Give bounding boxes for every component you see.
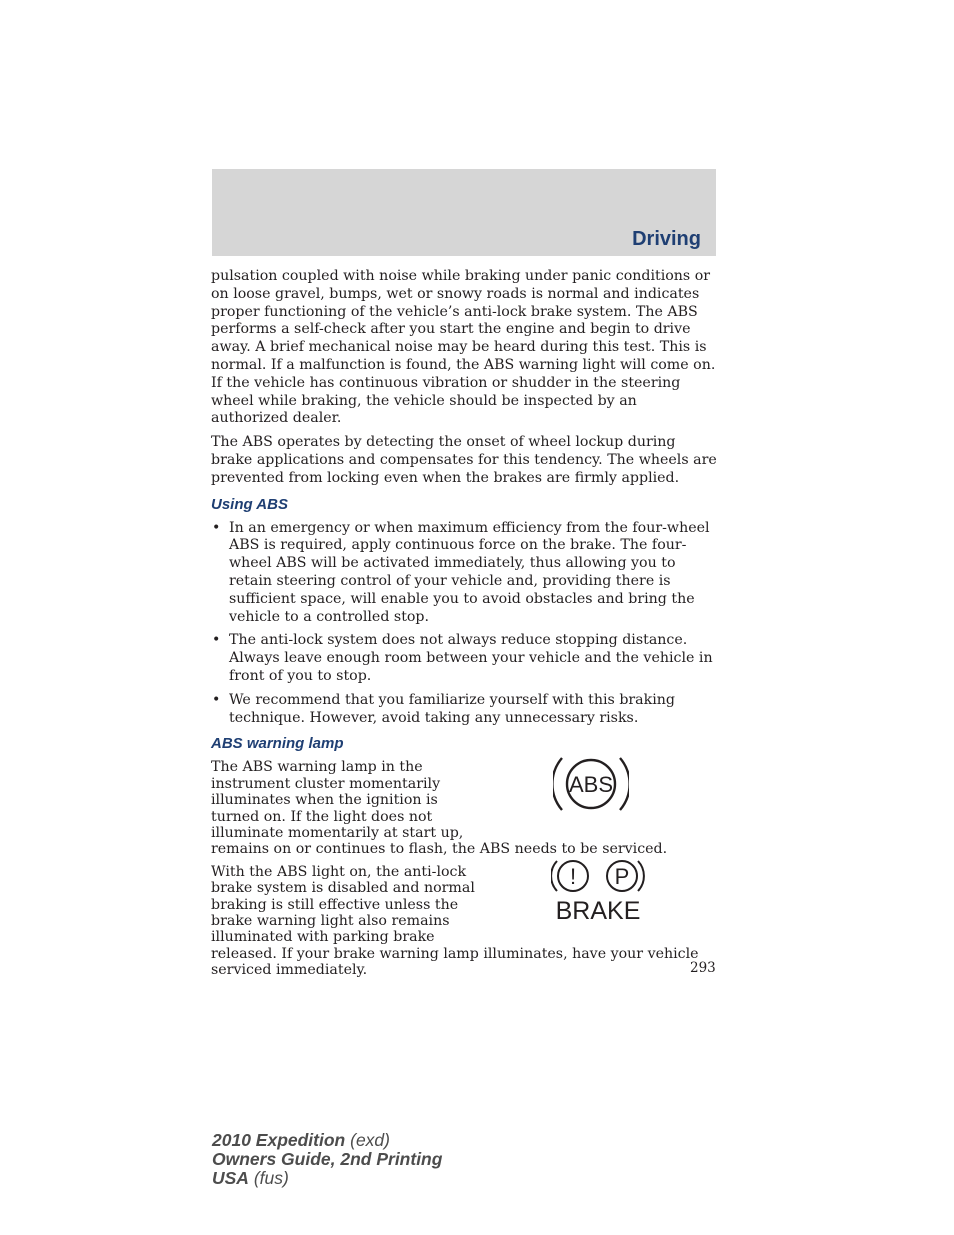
paragraph: The ABS operates by detecting the onset of wheel lockup during brake applications and compensates for this tendency. The wheels are prevented from locking even when the brakes are firmly applied.	[211, 434, 717, 486]
footer-region-code: (fus)	[248, 1168, 289, 1188]
brake-label: BRAKE	[555, 896, 641, 921]
bullet-list	[211, 520, 717, 728]
brake-lamp-description	[211, 864, 717, 979]
text-line: remains on or continues to flash, the ABS needs to be serviced.	[211, 841, 668, 858]
footer-line-2	[212, 1150, 442, 1169]
text-line: With the ABS light on, the anti-lock	[211, 863, 467, 880]
footer-line-3	[212, 1169, 442, 1188]
text-line: braking is still effective unless the	[211, 896, 459, 913]
page-content	[211, 268, 717, 985]
footer-line-1	[212, 1131, 442, 1150]
paragraph: pulsation coupled with noise while braking under panic conditions or on loose gravel, bumps, wet or snowy roads is normal and indicates proper functioning of the vehicle’s anti-lock brake system. The ABS performs a self-check after you start the engine and begin to drive away. A brief mechanical noise may be heard during this test. This is normal. If a malfunction is found, the ABS warning light will come on. If the vehicle has continuous vibration or shudder in the steering wheel while braking, the vehicle should be inspected by an authorized dealer.	[211, 268, 716, 427]
text-line: illuminate momentarily at start up,	[211, 824, 464, 841]
section-title: Driving	[632, 228, 701, 250]
footer-model-code: (exd)	[345, 1130, 390, 1150]
text-line: illuminated with parking brake	[211, 929, 435, 946]
page-number: 293	[690, 960, 716, 976]
footer-model: 2010 Expedition	[212, 1130, 346, 1150]
abs-warning-icon	[553, 753, 629, 815]
subheading-using-abs: Using ABS	[211, 495, 288, 513]
brake-warning-icon	[551, 857, 647, 921]
text-line: illuminates when the ignition is	[211, 792, 438, 809]
exclamation-icon: !	[569, 863, 577, 889]
text-line: turned on. If the light does not	[211, 808, 433, 825]
footer-info	[212, 1131, 442, 1188]
section-header-band	[212, 169, 716, 256]
parking-p-icon: P	[614, 863, 630, 889]
text-line: serviced immediately.	[211, 962, 368, 979]
text-line: brake warning light also remains	[211, 912, 450, 929]
list-item: • We recommend that you familiarize yourself with this braking technique. However, avoid taking any unnecessary risks.	[211, 692, 717, 728]
text-line: released. If your brake warning lamp illuminates, have your vehicle	[211, 945, 699, 962]
text-line: brake system is disabled and normal	[211, 880, 475, 897]
list-item: • The anti-lock system does not always reduce stopping distance. Always leave enough room between your vehicle and the vehicle in front of you to stop.	[211, 632, 717, 685]
subheading-abs-warning-lamp: ABS warning lamp	[211, 735, 344, 753]
abs-lamp-description	[211, 759, 717, 857]
list-item: • In an emergency or when maximum efficiency from the four-wheel ABS is required, apply continuous force on the brake. The four-wheel ABS will be activated immediately, thus allowing you to retain steering control of your vehicle and, providing there is sufficient space, will enable you to avoid obstacles and bring the vehicle to a controlled stop.	[211, 520, 717, 627]
footer-region: USA	[212, 1168, 249, 1188]
footer-guide: Owners Guide, 2nd Printing	[212, 1149, 443, 1169]
text-line: The ABS warning lamp in the	[211, 759, 423, 776]
abs-icon-text: ABS	[568, 772, 614, 798]
text-line: instrument cluster momentarily	[211, 775, 441, 792]
